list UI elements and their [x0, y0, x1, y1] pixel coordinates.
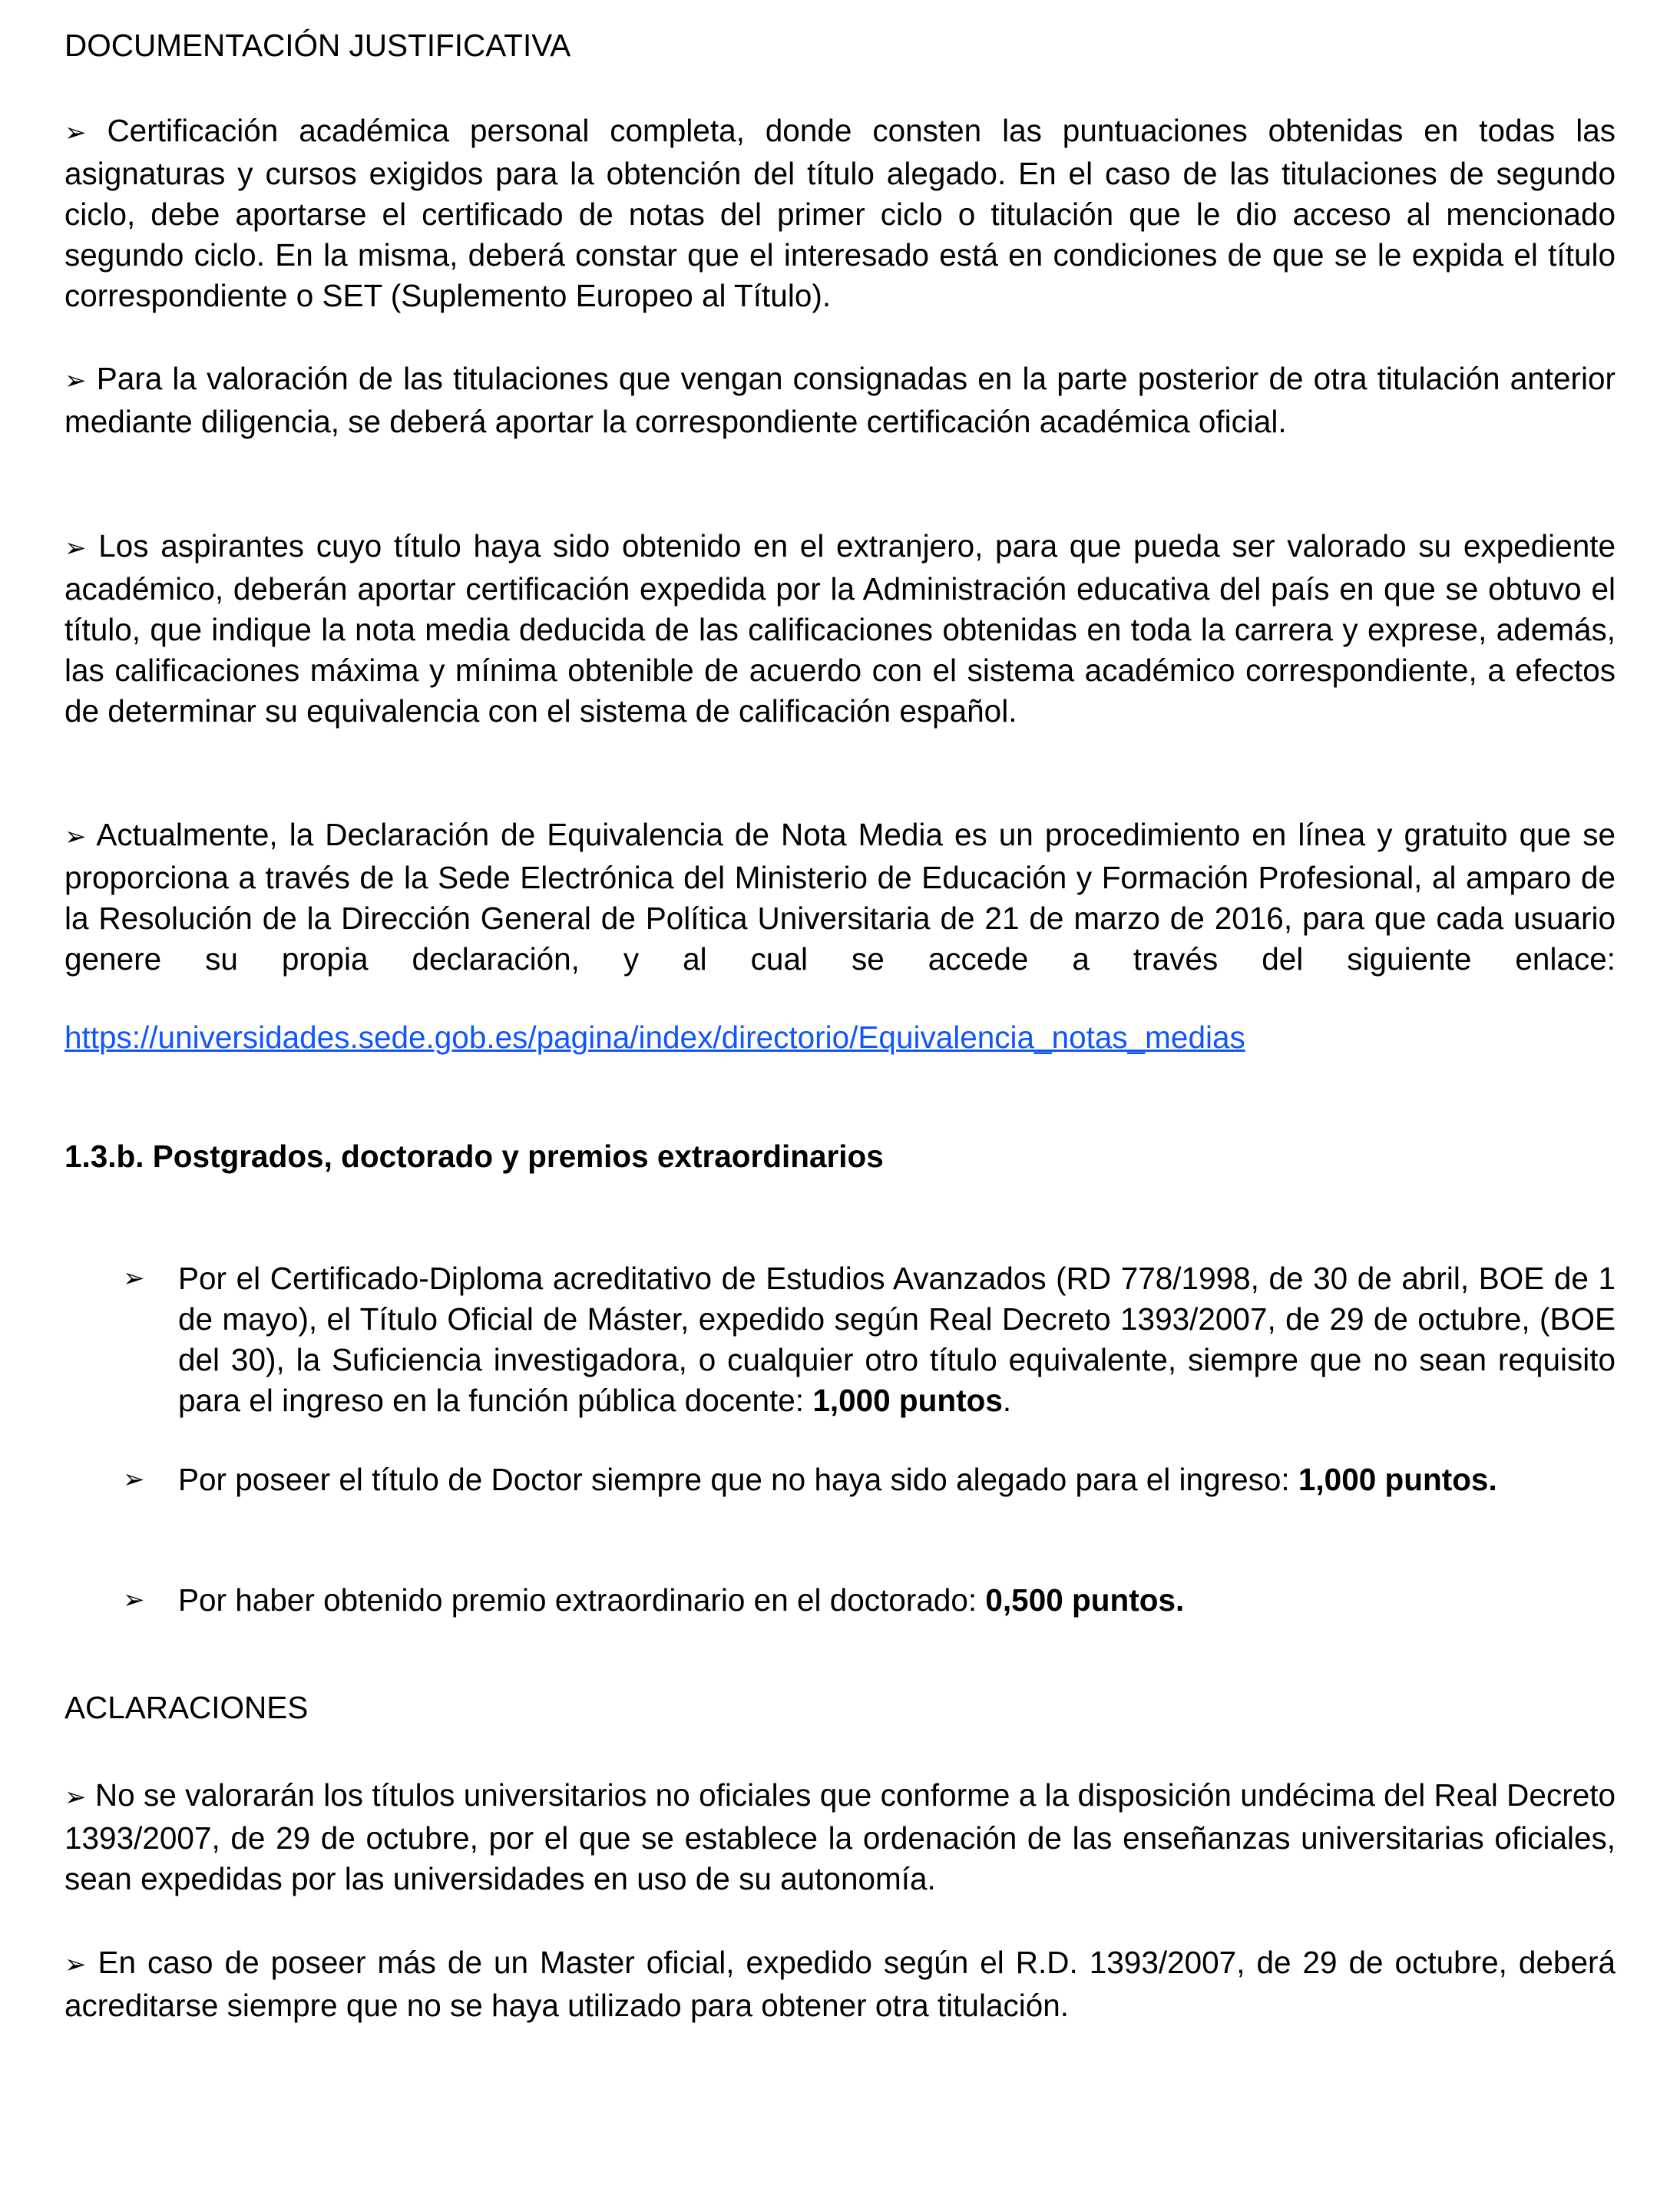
list-item — [123, 1580, 1616, 1621]
bullet-text: Por el Certificado-Diploma acreditativo de Estudios Avanzados (RD 778/1998, de 30 de abril, BOE de 1 de mayo), el Título Oficial de Máster, expedido según Real Decreto 1393/2007, de 29 de octubre, (BOE del 30), la Suficiencia investigadora, o cualquier otro título equivalente, siempre que no sean requisito para el ingreso en la función pública docente: — [178, 1261, 1616, 1418]
bullet-tail: . — [1002, 1383, 1012, 1418]
arrow-bullet-icon: ➢ — [64, 1949, 87, 1980]
arrowhead-bullet-icon: ➢ — [123, 1585, 145, 1615]
arrow-bullet-icon: ➢ — [64, 822, 87, 852]
bullet-points: 1,000 puntos. — [1298, 1462, 1497, 1497]
link-line — [64, 1017, 1616, 1058]
paragraph-equivalencia — [64, 815, 1616, 980]
paragraph-diligencia — [64, 359, 1616, 442]
paragraph-certificacion — [64, 111, 1616, 316]
list-item — [123, 1460, 1616, 1500]
arrowhead-bullet-icon: ➢ — [123, 1263, 145, 1294]
bullet-points: 0,500 puntos. — [985, 1582, 1185, 1618]
paragraph-text: No se valorarán los títulos universitarios no oficiales que conforme a la disposición undécima del Real Decreto 1393/2007, de 29 de octubre, por el que se establece la ordenación de las enseñanzas universitarias oficiales, sean expedidas por las universidades en uso de su autonomía. — [64, 1777, 1616, 1896]
paragraph-text: Certificación académica personal completa, donde consten las puntuaciones obtenidas en todas las asignaturas y cursos exigidos para la obtención del título alegado. En el caso de las titulaciones de segundo ciclo, debe aportarse el certificado de notas del primer ciclo o titulación que le dio acceso al mencionado segundo ciclo. En la misma, deberá constar que el interesado está en condiciones de que se le expida el título correspondiente o SET (Suplemento Europeo al Título). — [64, 113, 1616, 313]
paragraph-text: Para la valoración de las titulaciones que vengan consignadas en la parte posterior de otra titulación anterior mediante diligencia, se deberá aportar la correspondiente certificación académica oficial. — [64, 361, 1616, 439]
equivalencia-link[interactable]: https://universidades.sede.gob.es/pagina/index/directorio/Equivalencia_notas_medias — [64, 1020, 1245, 1055]
arrow-bullet-icon: ➢ — [64, 117, 87, 148]
section-heading: 1.3.b. Postgrados, doctorado y premios extraordinarios — [64, 1139, 884, 1174]
arrow-bullet-icon: ➢ — [64, 365, 87, 396]
paragraph-extranjero — [64, 526, 1616, 732]
list-item — [123, 1258, 1616, 1421]
arrow-bullet-icon: ➢ — [64, 1782, 87, 1813]
arrowhead-bullet-icon: ➢ — [123, 1464, 145, 1495]
aclaracion-paragraph — [64, 1775, 1616, 1899]
paragraph-text: Actualmente, la Declaración de Equivalencia de Nota Media es un procedimiento en línea y gratuito que se proporciona a través de la Sede Electrónica del Ministerio de Educación y Formación Profesional, al amparo de la Resolución de la Dirección General de Política Universitaria de 21 de marzo de 2016, para que cada usuario genere su propia declaración, y al cual se accede a través del siguiente enlace: — [64, 817, 1616, 977]
paragraph-text: Los aspirantes cuyo título haya sido obtenido en el extranjero, para que pueda ser valorado su expediente académico, deberán aportar certificación expedida por la Administración educativa del país en que se obtuvo el título, que indique la nota media deducida de las calificaciones obtenidas en toda la carrera y exprese, además, las calificaciones máxima y mínima obtenible de acuerdo con el sistema académico correspondiente, a efectos de determinar su equivalencia con el sistema de calificación español. — [64, 528, 1616, 729]
arrow-bullet-icon: ➢ — [64, 533, 87, 564]
bullet-text: Por poseer el título de Doctor siempre que no haya sido alegado para el ingreso: — [178, 1462, 1298, 1497]
document-title: DOCUMENTACIÓN JUSTIFICATIVA — [64, 28, 571, 63]
aclaracion-paragraph — [64, 1942, 1616, 2026]
bullet-text: Por haber obtenido premio extraordinario en el doctorado: — [178, 1582, 986, 1618]
bullet-points: 1,000 puntos — [812, 1383, 1003, 1418]
aclaraciones-title: ACLARACIONES — [64, 1690, 309, 1725]
paragraph-text: En caso de poseer más de un Master oficial, expedido según el R.D. 1393/2007, de 29 de octubre, deberá acreditarse siempre que no se haya utilizado para obtener otra titulación. — [64, 1945, 1616, 2023]
